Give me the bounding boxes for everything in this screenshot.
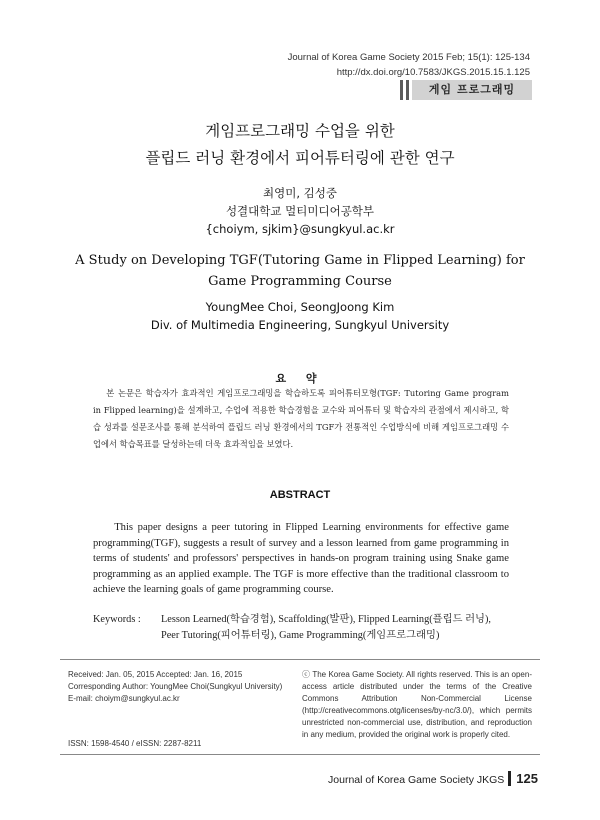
english-authors [60,298,540,334]
section-tag-label: 게임 프로그래밍 [412,80,532,100]
keywords-label: Keywords : [93,614,141,625]
corresponding-author: Corresponding Author: YoungMee Choi(Sungkyul University) [68,682,283,691]
article-history [68,669,288,750]
korean-title-line: 플립드 러닝 환경에서 피어튜터링에 관한 연구 [145,149,455,167]
english-abstract [93,520,509,598]
korean-title-line: 게임프로그래밍 수업을 위한 [205,122,395,140]
footer-divider [60,754,540,755]
korean-title [60,118,540,172]
page-footer [328,770,538,789]
footer-journal-name: Journal of Korea Game Society JKGS [328,774,505,786]
korean-affiliation: 성결대학교 멀티미디어공학부 [225,204,375,218]
english-title-line: A Study on Developing TGF(Tutoring Game in Flipped Learning) for [75,253,525,268]
journal-citation-line: Journal of Korea Game Society 2015 Feb; 15(1): 125-134 [287,52,530,63]
korean-author-names: 최영미, 김성중 [263,186,337,200]
english-abstract-heading: ABSTRACT [269,489,331,501]
author-emails: {choiym, sjkim}@sungkyul.ac.kr [205,222,395,236]
english-title [60,250,540,292]
section-tag [400,80,532,100]
korean-authors [60,184,540,238]
keywords-line: Lesson Learned(학습경험), Scaffolding(발판), Flipped Learning(플립드 러닝), [161,614,491,625]
section-tag-bar [400,80,403,100]
keywords [93,612,523,643]
issn: ISSN: 1598-4540 / eISSN: 2287-8211 [68,739,202,748]
corresponding-email: E-mail: choiym@sungkyul.ac.kr [68,694,180,703]
page-number: 125 [516,771,538,786]
doi-link[interactable]: http://dx.doi.org/10.7583/JKGS.2015.15.1.125 [336,67,530,78]
footer-separator [508,771,511,786]
received-accepted-dates: Received: Jan. 05, 2015 Accepted: Jan. 16, 2015 [68,670,243,679]
section-tag-bar [406,80,409,100]
korean-abstract [93,385,509,453]
english-abstract-body: This paper designs a peer tutoring in Flipped Learning environments for effective game programming(TGF), suggests a result of survey and a lesson learned from game programming in terms of students' and professors' perspectives in hands-on program training using Snake game programming as an applied example. The TGF is more effective than the traditional classroom to achieve the learning goals of game programming course. [93,522,509,595]
journal-citation [288,50,530,80]
footnote-divider [60,659,540,660]
english-affiliation: Div. of Multimedia Engineering, Sungkyul University [150,318,450,332]
license-notice: ⓒ The Korea Game Society. All rights reserved. This is an open-access article distributed under the terms of the Creative Commons Attribution Non-Commercial License (http://creativecommons.otg/licenses/by-nc/3.0/), which permits unrestricted non-commercial use, distribution, and reproduction in any medium, provided the original work is properly cited. [302,670,532,739]
english-title-line: Game Programming Course [208,274,392,289]
korean-abstract-body: 본 논문은 학습자가 효과적인 게임프로그래밍을 학습하도록 피어튜터모형(TGF: Tutoring Game program in Flipped learning)을 설계하고, 수업에 적용한 학습경험을 교수와 피어튜터 및 학습자의 관점에서 제시하고, 학습 성과를 설문조사를 통해 분석하여 플립드 러닝 환경에서의 TGF가 전통적인 수업방식에 비해 게임프로그래밍 수업에서 학습목표를 달성하는데 더욱 효과적임을 보였다. [93,388,509,449]
english-author-names: YoungMee Choi, SeongJoong Kim [205,300,395,314]
korean-abstract-heading: 요 약 [275,372,325,385]
keywords-line: Peer Tutoring(피어튜터링), Game Programming(게임프로그래밍) [161,629,440,641]
